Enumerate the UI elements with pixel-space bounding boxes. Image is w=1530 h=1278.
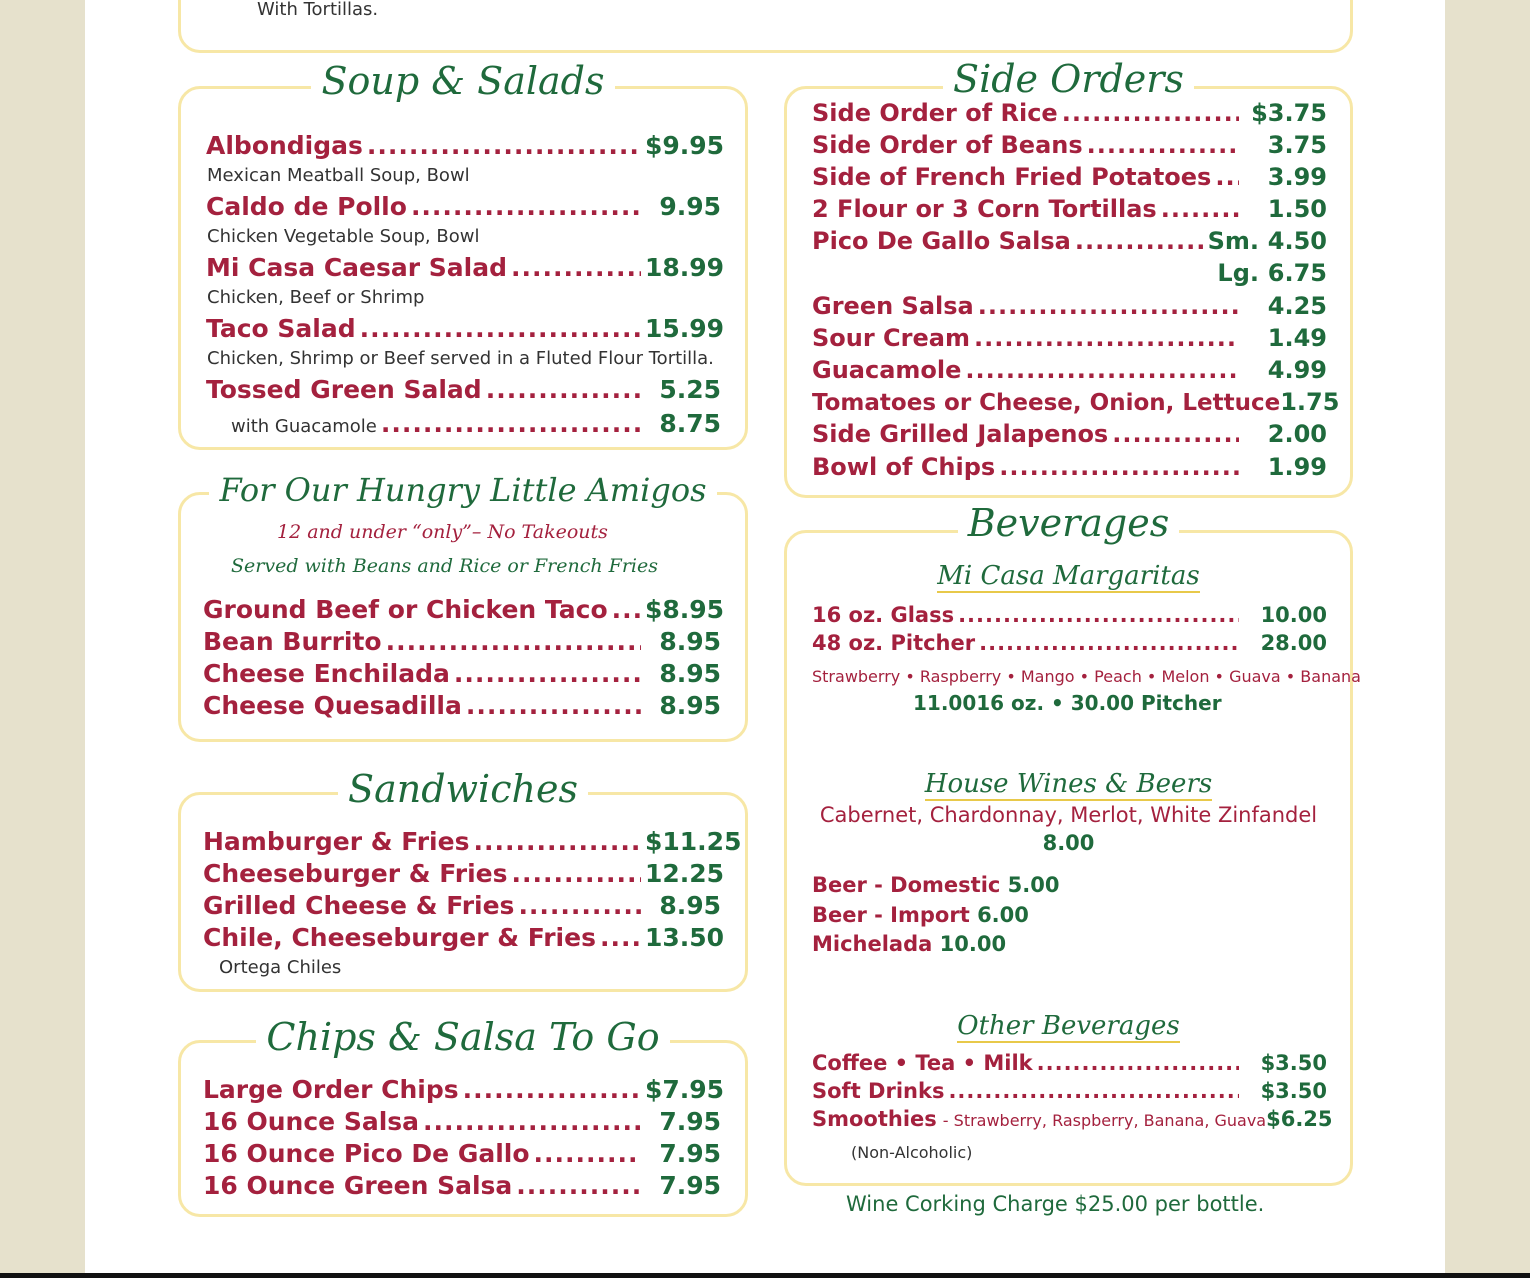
menu-item: Green Salsa ..... 4.25 [812, 292, 1327, 320]
menu-item: 16 oz. Glass ..... 10.00 [812, 603, 1327, 627]
bottom-edge [0, 1273, 1530, 1278]
item-description: Chicken, Beef or Shrimp [207, 287, 425, 308]
wine-list: Cabernet, Chardonnay, Merlot, White Zinfandel [819, 803, 1318, 827]
menu-item: Guacamole ..... 4.99 [812, 356, 1327, 384]
kids-section [178, 471, 748, 742]
menu-item: 16 Ounce Salsa ..... 7.95 [203, 1107, 721, 1136]
wines-title: House Wines & Beers [924, 769, 1213, 799]
sandwich-note: Ortega Chiles [219, 957, 342, 978]
item-description: Mexican Meatball Soup, Bowl [207, 165, 470, 186]
top-box [178, 0, 1353, 53]
menu-item: Sour Cream ..... 1.49 [812, 324, 1327, 352]
menu-item: Bowl of Chips ..... 1.99 [812, 453, 1327, 481]
menu-item: Taco Salad ..... 15.99 [206, 314, 721, 343]
menu-item: Smoothies - Strawberry, Raspberry, Banana, Guava $6.25 [812, 1107, 1333, 1131]
menu-item: Cheese Quesadilla ..... 8.95 [203, 691, 721, 720]
menu-item: Side of French Fried Potatoes ..... 3.99 [812, 163, 1327, 191]
beer-item: Beer - Import 6.00 [812, 903, 1029, 927]
other-beverages-title: Other Beverages [957, 1011, 1180, 1041]
beverages-section [784, 501, 1361, 1186]
menu-item: Side Order of Rice ..... $3.75 [812, 99, 1327, 127]
beer-item: Michelada 10.00 [812, 932, 1007, 956]
menu-item: Large Order Chips ..... $7.95 [203, 1075, 721, 1104]
menu-item: Chile, Cheeseburger & Fries ..... 13.50 [203, 923, 721, 952]
menu-item: 16 Ounce Green Salsa ..... 7.95 [203, 1171, 721, 1200]
menu-item: Grilled Cheese & Fries ..... 8.95 [203, 891, 721, 920]
corking-charge: Wine Corking Charge $25.00 per bottle. [846, 1192, 1265, 1216]
menu-item: 48 oz. Pitcher ..... 28.00 [812, 631, 1327, 655]
menu-item: 2 Flour or 3 Corn Tortillas ..... 1.50 [812, 195, 1327, 223]
soup-salads-section [178, 59, 748, 450]
section-title: Side Orders [787, 57, 1350, 101]
menu-item: Ground Beef or Chicken Taco ..... $8.95 [203, 595, 721, 624]
menu-item: Tossed Green Salad ..... 5.25 [206, 375, 721, 404]
margarita-flavors: Strawberry • Raspberry • Mango • Peach • Melon • Guava • Banana [812, 667, 1361, 686]
menu-item: Tomatoes or Cheese, Onion, Lettuce 1.75 [812, 388, 1340, 416]
menu-item: Side Order of Beans ..... 3.75 [812, 131, 1327, 159]
section-title: Sandwiches [181, 767, 745, 811]
menu-item: Coffee • Tea • Milk ..... $3.50 [812, 1051, 1327, 1075]
top-box-fragment: With Tortillas. [257, 0, 379, 20]
non-alcoholic-note: (Non-Alcoholic) [851, 1143, 973, 1162]
section-title: For Our Hungry Little Amigos [181, 471, 745, 509]
menu-item: Mi Casa Caesar Salad ..... 18.99 [206, 253, 721, 282]
wine-price: 8.00 [1042, 831, 1095, 855]
menu-item: with Guacamole ..... 8.75 [231, 409, 721, 438]
margaritas-title: Mi Casa Margaritas [937, 561, 1200, 591]
menu-item: Bean Burrito ..... 8.95 [203, 627, 721, 656]
side-orders-section [784, 57, 1353, 498]
menu-item: Cheeseburger & Fries ..... 12.25 [203, 859, 721, 888]
section-title: Chips & Salsa To Go [181, 1015, 745, 1059]
menu-item: Cheese Enchilada ..... 8.95 [203, 659, 721, 688]
section-title: Soup & Salads [181, 59, 745, 103]
chips-section [178, 1015, 748, 1217]
menu-item: Side Grilled Jalapenos ..... 2.00 [812, 420, 1327, 448]
menu-item: Soft Drinks ..... $3.50 [812, 1079, 1327, 1103]
section-title: Beverages [787, 501, 1350, 545]
item-description: Chicken Vegetable Soup, Bowl [207, 226, 480, 247]
kids-note: 12 and under “only”– No Takeouts [277, 521, 608, 543]
beer-item: Beer - Domestic 5.00 [812, 873, 1060, 897]
menu-item: 16 Ounce Pico De Gallo ..... 7.95 [203, 1139, 721, 1168]
menu-item: Hamburger & Fries ..... $11.25 [203, 827, 721, 856]
sandwiches-section [178, 767, 748, 992]
menu-item: Albondigas ..... $9.95 [206, 131, 721, 160]
menu-item: Lg. 6.75 [1217, 259, 1327, 287]
margarita-flavor-prices: 11.0016 oz. • 30.00 Pitcher [913, 691, 1222, 715]
menu-item: Pico De Gallo Salsa ..... Sm. 4.50 [812, 227, 1327, 255]
menu-item: Caldo de Pollo ..... 9.95 [206, 192, 721, 221]
item-description: Chicken, Shrimp or Beef served in a Fluted Flour Tortilla. [207, 348, 714, 369]
kids-note: Served with Beans and Rice or French Fries [231, 555, 658, 577]
